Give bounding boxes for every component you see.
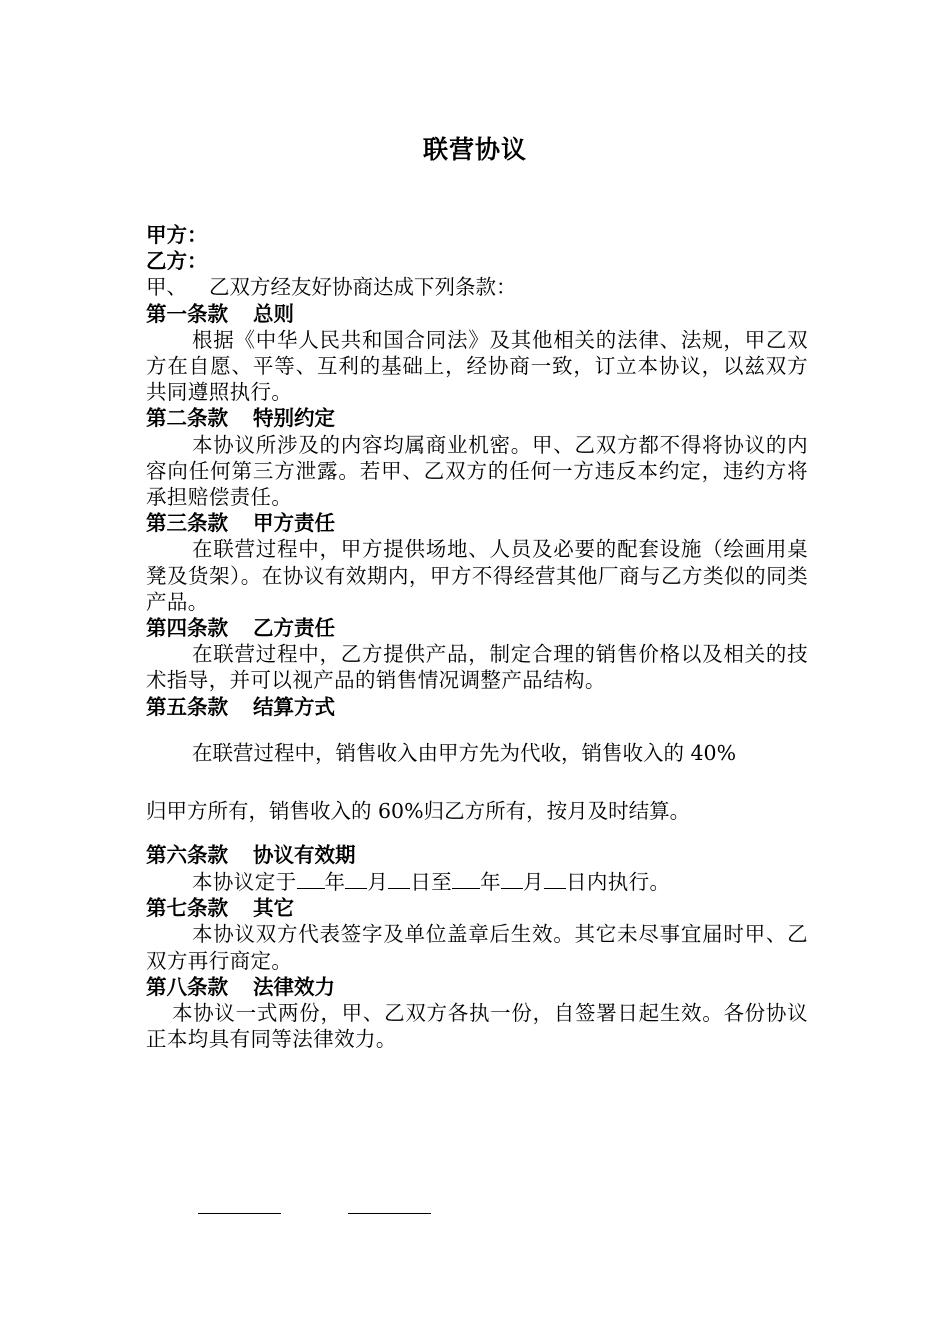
article-5-line-2: 归甲方所有，销售收入的 60%归乙方所有，按月及时结算。 — [146, 798, 691, 823]
article-8-number: 第八条款 — [146, 974, 228, 999]
article-7-name: 其它 — [253, 896, 294, 921]
article-2-heading — [146, 405, 808, 431]
article-5-line-1: 在联营过程中，销售收入由甲方先为代收，销售收入的 40% — [192, 740, 737, 765]
document-title: 联营协议 — [422, 135, 527, 164]
article-8-heading — [146, 974, 808, 1000]
article-4-heading — [146, 615, 808, 641]
article-5-number: 第五条款 — [146, 694, 228, 719]
article-5-heading — [146, 694, 808, 720]
article-7-heading — [146, 895, 808, 921]
month-blank — [345, 868, 367, 889]
article-7-number: 第七条款 — [146, 896, 228, 921]
article-4-number: 第四条款 — [146, 616, 228, 641]
document-body — [146, 222, 808, 1052]
end-day-unit: 日内执行。 — [565, 870, 671, 895]
intro-part-2: 乙双方经友好协商达成下列条款： — [209, 275, 517, 300]
year-blank — [297, 868, 325, 889]
article-8-name: 法律效力 — [253, 974, 335, 999]
article-1-text: 根据《中华人民共和国合同法》及其他相关的法律、法规，甲乙双方在自愿、平等、互利的基础上，经协商一致，订立本协议，以兹双方共同遵照执行。 — [146, 327, 808, 405]
article-6-heading — [146, 842, 808, 868]
article-1-name: 总则 — [253, 301, 294, 326]
year-unit: 年 — [324, 870, 346, 895]
article-2-number: 第二条款 — [146, 406, 228, 431]
intro-line — [146, 274, 808, 300]
signature-line-party-b — [348, 1213, 431, 1214]
article-1-heading — [146, 301, 808, 327]
article-3-name: 甲方责任 — [253, 511, 335, 536]
end-month-unit: 月 — [523, 870, 544, 895]
day-blank — [388, 868, 410, 889]
article-5-name: 结算方式 — [253, 694, 335, 719]
article-4-name: 乙方责任 — [253, 616, 335, 641]
article-2-text: 本协议所涉及的内容均属商业机密。甲、乙双方都不得将协议的内容向任何第三方泄露。若甲、乙双方的任何一方违反本约定，违约方将承担赔偿责任。 — [146, 432, 808, 510]
article-1-number: 第一条款 — [146, 301, 228, 326]
article-7-text: 本协议双方代表签字及单位盖章后生效。其它未尽事宜届时甲、乙双方再行商定。 — [146, 922, 808, 973]
article-4-text: 在联营过程中，乙方提供产品，制定合理的销售价格以及相关的技术指导，并可以视产品的销售情况调整产品结构。 — [146, 642, 808, 693]
article-5-text — [146, 724, 808, 840]
article-6-text — [146, 868, 808, 895]
day-unit: 日至 — [410, 870, 453, 895]
article-3-number: 第三条款 — [146, 511, 228, 536]
party-a-label: 甲方： — [146, 223, 208, 247]
article-6-number: 第六条款 — [146, 842, 228, 867]
intro-part-1: 甲、 — [146, 275, 187, 300]
end-year-blank — [452, 868, 480, 889]
article-3-text: 在联营过程中，甲方提供场地、人员及必要的配套设施（绘画用桌凳及货架）。在协议有效期内，甲方不得经营其他厂商与乙方类似的同类产品。 — [146, 537, 808, 614]
end-day-blank — [544, 868, 566, 889]
month-unit: 月 — [367, 870, 389, 895]
article-8-text: 本协议一式两份，甲、乙双方各执一份，自签署日起生效。各份协议正本均具有同等法律效力。 — [146, 1001, 808, 1052]
article-6-name: 协议有效期 — [253, 842, 356, 867]
end-month-blank — [501, 868, 523, 889]
signature-line-party-a — [198, 1213, 281, 1214]
article-2-name: 特别约定 — [253, 406, 335, 431]
article-3-heading — [146, 510, 808, 536]
article-6-text-start: 本协议定于 — [192, 870, 297, 895]
end-year-unit: 年 — [480, 870, 502, 895]
party-b-label: 乙方： — [146, 249, 208, 274]
